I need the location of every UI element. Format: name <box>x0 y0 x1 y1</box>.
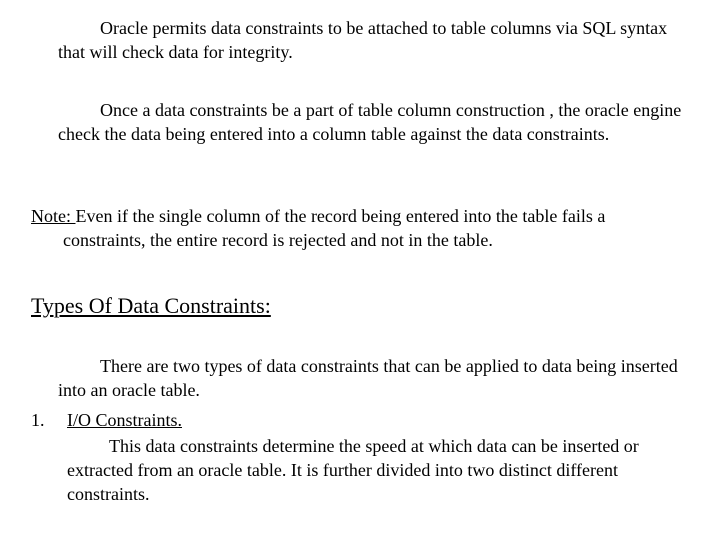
paragraph-types: There are two types of data constraints that can be applied to data being inserted into an oracle table. <box>58 356 678 400</box>
list-item-title: I/O Constraints. <box>67 410 182 430</box>
list-item-number: 1. <box>31 410 45 430</box>
note-text-line2: constraints, the entire record is rejected and not in the table. <box>63 230 493 250</box>
paragraph-construction: Once a data constraints be a part of table column construction , the oracle engine check the data being entered into a column table against the data constraints. <box>58 100 682 144</box>
note-label: Note: <box>31 206 76 226</box>
paragraph-intro: Oracle permits data constraints to be attached to table columns via SQL syntax that will check data for integrity. <box>58 18 668 62</box>
note-block <box>31 204 701 252</box>
list-item-body: This data constraints determine the speed at which data can be inserted or extracted from an oracle table. It is further divided into two distinct different constraints. <box>67 436 639 504</box>
section-heading: Types Of Data Constraints: <box>31 293 271 318</box>
note-text-line1: Even if the single column of the record being entered into the table fails a <box>75 206 606 226</box>
